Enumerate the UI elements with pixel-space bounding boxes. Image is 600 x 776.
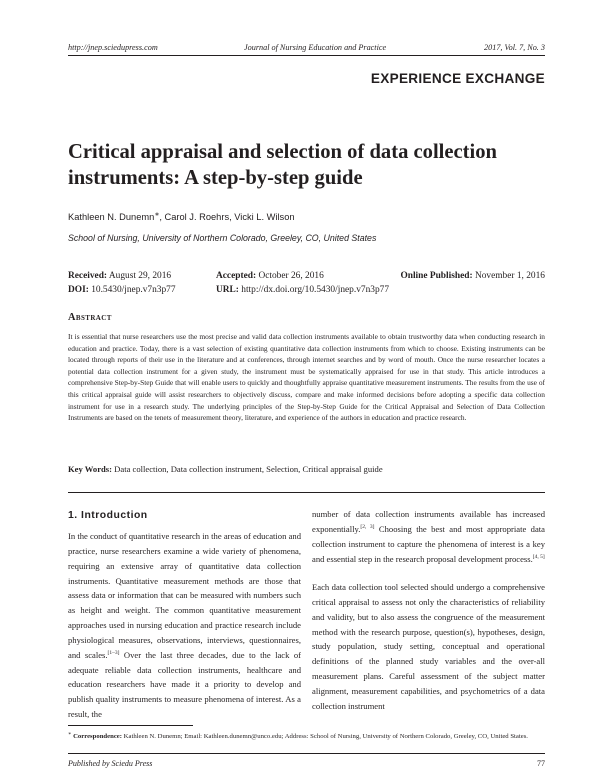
accepted-date	[216, 271, 324, 281]
page-number: 77	[537, 759, 545, 768]
citation-4-5[interactable]: [4, 5]	[532, 553, 545, 560]
abstract-heading: Abstract	[68, 312, 112, 323]
abstract-text: It is essential that nurse researchers use the most precise and valid data collection instruments available to obtain trustworthy data when conducting research in education and practice. Today, there is a vast selection of existing quantitative data collection instruments from which to choose. Existing instruments can be located through reports of their use in the literature and at conferences, through internet searches and by word of mouth. Once the nurse researcher locates a potential data collection instrument for a given study, the instrument must be systematically appraised for use in that study. This article introduces a comprehensive Step-by-Step Guide that will enable users to quickly and thoughtfully appraise quantitative measurement instruments. The results from the use of this critical appraisal guide will assist researchers to objectively discuss, compare and make informed decisions before adopting a specific data collection instrument for use in a research study. The underlying principles of the Step-by-Step Guide for the Critical Appraisal and Selection of Data Collection Instruments are based on the tenets of measurement theory, literature, and experience of the authors in education and practice research.	[68, 332, 545, 423]
header-url[interactable]: http://jnep.sciedupress.com	[68, 43, 158, 52]
paper-title: Critical appraisal and selection of data collection instruments: A step-by-step guide	[68, 141, 497, 189]
section-tag: EXPERIENCE EXCHANGE	[370, 71, 545, 86]
footer-publisher: Published by Sciedu Press	[68, 759, 153, 768]
section-divider	[68, 492, 545, 493]
keywords	[68, 464, 383, 474]
header-volume: 2017, Vol. 7, No. 3	[484, 43, 545, 52]
author-list	[68, 211, 295, 222]
url-label: URL:	[216, 285, 239, 295]
url-value[interactable]: http://dx.doi.org/10.5430/jnep.v7n3p77	[241, 285, 390, 295]
citation-1-3[interactable]: [1–3]	[107, 649, 120, 656]
intro-heading: 1. Introduction	[68, 510, 148, 521]
footnote-text: Kathleen N. Dunemn; Email: Kathleen.dunemn@unco.edu; Address: School of Nursing, University of Northern Colorado, Greeley, CO, United States.	[122, 733, 528, 741]
header-journal: Journal of Nursing Education and Practice	[244, 43, 387, 52]
footer-rule	[68, 753, 545, 754]
received-value: August 29, 2016	[108, 271, 172, 281]
intro-paragraph-1: In the conduct of quantitative research in the areas of education and practice, nurse researchers examine a wide variety of phenomena, requiring an extensive array of quantitative data collection instruments. Quantitative measurement methods are those that assess data or information that can be measured with numbers such as height and weight. The common quantitative measurement approaches used in nursing education and practice research include physiological measures, observations, interviews, questionnaires, and scales.	[68, 531, 301, 660]
keywords-label: Key Words:	[68, 464, 113, 474]
published-date	[400, 271, 545, 281]
intro-right-text-a: number of data collection instruments available has increased exponentially.	[312, 509, 545, 534]
footnote-mark: ∗	[68, 732, 72, 737]
keywords-text: Data collection, Data collection instrument, Selection, Critical appraisal guide	[114, 464, 383, 474]
correspondence-footnote	[68, 730, 545, 742]
footnote-label: Correspondence:	[73, 733, 122, 741]
author-mark: ∗	[154, 212, 160, 218]
citation-2-3[interactable]: [2, 3]	[360, 523, 375, 530]
intro-right-para-2: Each data collection tool selected should undergo a comprehensive critical appraisal to assess not only the characteristics of reliability and validity, but to also assess the congruence of the measurement method with the research purpose, question(s), hypotheses, design, study population, study setting, conceptual and operational definitions of the planned study variables and the over-all measurement plans. Careful assessment of the subject matter alignment, measurement capabilities, and psychometrics of a data collection instrument	[312, 582, 545, 711]
intro-left-column	[68, 529, 301, 722]
received-date	[68, 271, 171, 281]
footnote-rule	[68, 725, 193, 726]
doi	[68, 285, 176, 295]
first-author: Kathleen N. Dunemn	[68, 212, 155, 223]
header-rule	[68, 55, 545, 56]
intro-right-para-1	[312, 507, 545, 566]
published-label: Online Published:	[400, 271, 473, 281]
accepted-label: Accepted:	[216, 271, 257, 281]
doi-value[interactable]: 10.5430/jnep.v7n3p77	[91, 285, 176, 295]
accepted-value: October 26, 2016	[258, 271, 324, 281]
affiliation: School of Nursing, University of Northern Colorado, Greeley, CO, United States	[68, 233, 377, 243]
doi-label: DOI:	[68, 285, 89, 295]
other-authors: , Carol J. Roehrs, Vicki L. Wilson	[159, 212, 295, 223]
article-url	[216, 285, 389, 295]
published-value: November 1, 2016	[474, 271, 545, 281]
intro-paragraph-1-cont: Over the last three decades, due to the lack of adequate reliable data collection instruments, healthcare and education researchers have made it a priority to develop and publish quality instruments to measure phenomena of interest. As a result, the	[68, 649, 301, 720]
intro-right-text-b: Choosing the best and most appropriate data collection instrument to capture the phenomena of interest is a key and essential step in the research proposal development process.	[312, 523, 545, 564]
received-label: Received:	[68, 271, 108, 281]
